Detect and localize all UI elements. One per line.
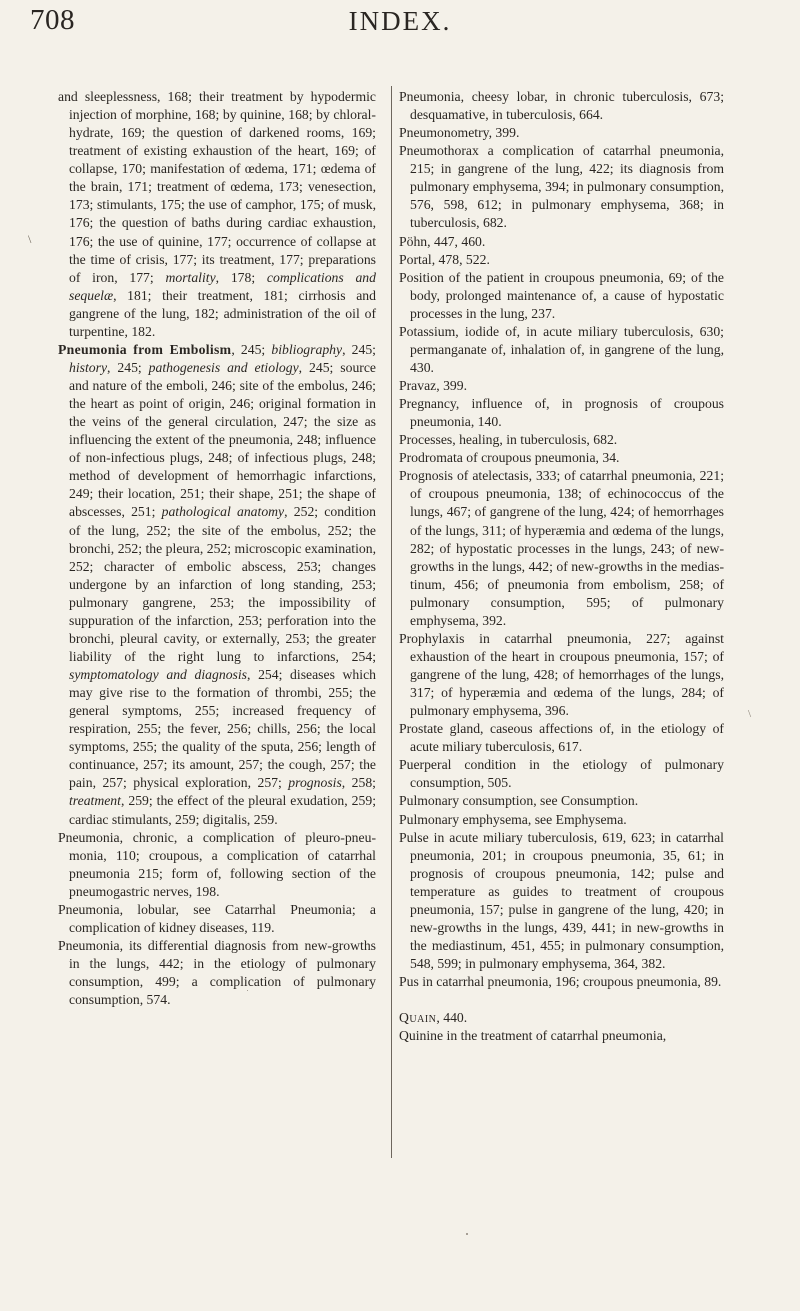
index-entry-prophylaxis: Prophylaxis in catarrhal pneumonia, 227; against exhaustion of the heart in croupous pneumonia, 157; of gangrene of the lung, 428; of hemorrhages of the lungs, 317; of hyperæmia and œdema of the lungs, 284; of pulmonary emphysema, 396. [399,630,724,719]
entry-text: , 245; source and nature of the emboli, 246; site of the embolus, 246; the heart as point of origin, 246; original formation in the veins of the general circulation, 247; the size as influencing the extent of the pneumonia, 248; influence of non-infectious plugs, 248; of infectious plugs, 248; method of development of hemorrhagic infarctions, 249; their location, 251; their shape, 251; the shape of abscesses, 251; [69,359,376,520]
index-entry-pus: Pus in catarrhal pneumonia, 196; croupous pneumonia, 89. [399,974,722,990]
index-entry-pulse: Pulse in acute miliary tuberculosis, 619, 623; in catarrhal pneumonia, 201; in croupous pneumonia, 35, 61; in prognosis of croupous pneumonia, 142; pulse and temperature as guides to treatment of croupous pneumonia, 157; pulse in gangrene of the lung, 420; in new-growths in the lungs, 439, 441; in new-growths in the mediastinum, 451, 455; in pulmonary consumption, 548, 599; in pulmonary emphysema, 364, 382. [399,829,724,971]
index-entry-quinine: Quinine in the treatment of catarrhal pneumonia, [399,1028,667,1044]
index-entry-pneumonia-from-embolism [58,341,376,829]
entry-subheading: bibliography [271,341,343,357]
index-entry-pregnancy: Pregnancy, influence of, in prognosis of croupous pneumonia, 140. [399,396,724,430]
index-column-left [58,88,376,1009]
entry-text: , 245; [231,341,272,357]
index-entry-pneumonia-continued [58,88,376,341]
entry-subheading: symptomatology and diagnosis [69,667,248,682]
index-entry-prostate: Prostate gland, caseous affections of, in the etiology of acute miliary tuberculosis, 617. [399,721,724,755]
entry-text: , 259; the effect of the pleural exudation, 259; cardiac stimulants, 259; digitalis, 259. [69,793,376,827]
index-entry-puerperal: Puerperal condition in the etiology of pulmonary consumption, 505. [399,757,724,791]
entry-subheading: mortality [165,269,216,285]
entry-text: , 178; [215,269,267,285]
entry-text: , 254; diseases which may give rise to the formation of thrombi, 255; the general symptoms, 255; increased frequency of respiration, 255; the fever, 256; chills, 256; the local symptoms, 255; the quality of the sputa, 256; length of continuance, 257; its amount, 257; the cough, 257; the pain, 257; physical exploration, 257; [69,667,376,791]
index-entry-pneumonia-lobular: Pneumonia, lobular, see Catarrhal Pneumonia; a complication of kidney diseases, 119. [58,901,376,935]
entry-subheading: treatment [69,793,121,809]
index-entry-pneumonia-chronic: Pneumonia, chronic, a complication of pleuro-pneumonia, 110; croupous, a complication of catarrhal pneumonia 215; form of, following section of the pneumogastric nerves, 198. [58,829,376,899]
index-entry-processes: Processes, healing, in tuberculosis, 682. [399,432,618,448]
index-entry-pneumothorax: Pneumothorax a complication of catarrhal pneumonia, 215; in gangrene of the lung, 422; its diagnosis from pulmonary emphysema, 394; in pulmonary consumption, 576, 598, 612; in pulmonary emphysema, 368; in tuberculosis, 682. [399,143,724,231]
column-divider [391,86,392,1158]
entry-text: and sleeplessness, 168; their treatment by hypodermic injection of morphine, 168; by quinine, 168; by chloral-hydrate, 169; the question of darkened rooms, 169; treatment of existing exhaustion of the heart, 169; of collapse, 170; manifestation of œdema, 171; œdema of the brain, 171; treatment of œdema, 173; venesection, 173; stimulants, 175; the use of camphor, 175; of musk, 176; the question of baths during cardiac exhaustion, 176; the use of quinine, 177; occurrence of collapse at the time of crisis, 177; its treatment, 177; preparations of iron, 177; [58,89,376,285]
entry-subheading: prognosis [288,775,342,791]
index-entry-pneumonia-cheesy: Pneumonia, cheesy lobar, in chronic tuberculosis, 673; desquamative, in tuberculosis, 664. [399,89,724,123]
entry-subheading: pathological anatomy [161,504,285,520]
index-column-right [399,88,724,1045]
entry-subheading: complications and sequelæ [69,269,376,303]
page-number: 708 [30,4,75,36]
entry-text: , 181; their treatment, 181; cirrhosis and gangrene of the lung, 182; administration of the oil of turpentine, 182. [69,287,376,339]
entry-subheading: history [69,359,108,375]
entry-text: , 252; condition of the lung, 252; the site of the embolus, 252; the bronchi, 252; the pleura, 252; microscopic examination, 252; character of embolic abscess, 253; changes undergone by an infarction of long standing, 253; pulmonary gangrene, 253; the impossibility of suppuration of the infarction, 253; perforation into the bronchi, pleural cavity, or externally, 253; the greater liability of the right lung to infarctions, 254; [69,504,376,664]
index-entry-pulmonary-emphysema: Pulmonary emphysema, see Emphysema. [399,811,627,827]
index-entry-prognosis: Prognosis of atelectasis, 333; of catarrhal pneumonia, 221; of croupous pneumonia, 138; of echinococcus of the lungs, 467; of gangrene of the lung, 424; of hemorrhages of the lungs, 311; of hyperæmia and œdema of the lungs, 282; of hypostatic processes in the lungs, 243; of new-growths in the lungs, 442; of new-growths in the mediastinum, 456; of pneumonia from embolism, 258; of pulmonary consumption, 595; of pulmonary emphysema, 392. [399,468,724,628]
index-entry-pohn: Pöhn, 447, 460. [399,233,486,249]
index-entry-pulmonary-consumption: Pulmonary consumption, see Consumption. [399,793,639,809]
index-entry-quain [399,1009,724,1027]
index-entry-pneumonia-differential: Pneumonia, its differential diagnosis from new-growths in the lungs, 442; in the etiology of pulmonary consumption, 499; a complication of pulmonary consumption, 574. [58,937,376,1008]
paper-speck [466,1233,468,1235]
entry-text: , 245; [342,341,376,357]
margin-pencil-mark: \ [28,232,32,246]
index-entry-pneumonometry: Pneumonometry, 399. [399,125,520,141]
index-entry-position: Position of the patient in croupous pneumonia, 69; of the body, prolonged maintenance of, a cause of hypostatic processes in the lung, 237. [399,269,724,321]
margin-tick-mark: \ [748,708,752,720]
entry-heading: Pneumonia from Embolism [58,341,232,357]
index-entry-pravaz: Pravaz, 399. [399,378,468,393]
entry-text: , 245; [107,359,149,375]
entry-heading: Quain [399,1010,437,1026]
index-entry-portal: Portal, 478, 522. [399,251,490,267]
entry-subheading: pathogenesis and etiology [148,359,299,375]
entry-text: , 440. [436,1010,468,1026]
index-entry-potassium: Potassium, iodide of, in acute miliary tuberculosis, 630; permanganate of, inhalation of, in gangrene of the lung, 430. [399,323,724,375]
paper-speck [247,990,248,991]
entry-text: , 258; [341,775,376,791]
running-head: INDEX. [348,6,452,36]
index-entry-prodromata: Prodromata of croupous pneumonia, 34. [399,450,620,466]
